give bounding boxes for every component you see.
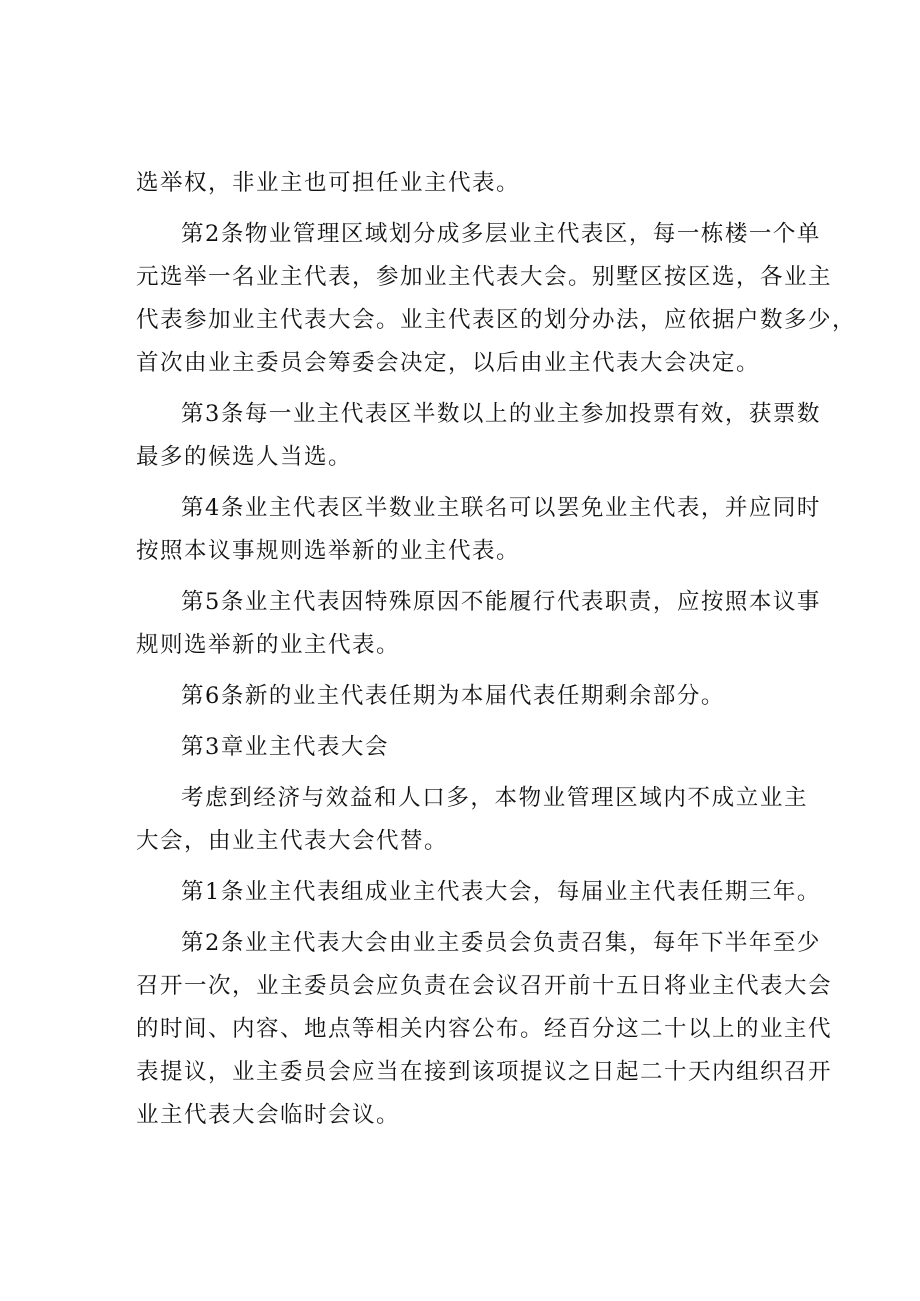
paragraph — [136, 487, 821, 573]
paragraph — [136, 871, 821, 914]
paragraph — [136, 675, 808, 718]
text-line: 考虑到经济与效益和人口多，本物业管理区域内不成立业主 — [181, 785, 808, 811]
text-line: 第4条业主代表区半数业主联名可以罢免业主代表，并应同时 — [181, 495, 821, 521]
text-line: 第2条物业管理区域划分成多层业主代表区，每一栋楼一个单 — [181, 221, 821, 247]
text-line: 第1条业主代表组成业主代表大会，每届业主代表任期三年。 — [181, 879, 821, 905]
paragraph — [136, 162, 808, 205]
text-line: 第6条新的业主代表任期为本届代表任期剩余部分。 — [181, 683, 725, 709]
paragraph — [136, 393, 821, 479]
text-line: 元选举一名业主代表，参加业主代表大会。别墅区按区选，各业主 — [136, 264, 833, 290]
paragraph — [136, 777, 808, 863]
paragraph — [136, 581, 821, 667]
text-line: 代表参加业主代表大会。业主代表区的划分办法，应依据户数多少， — [136, 307, 857, 333]
text-line: 最多的候选人当选。 — [136, 444, 353, 470]
document-body — [136, 162, 857, 1145]
text-line: 大会，由业主代表大会代替。 — [136, 828, 449, 854]
text-line: 第5条业主代表因特殊原因不能履行代表职责，应按照本议事 — [181, 589, 821, 615]
paragraph — [136, 213, 857, 385]
text-line: 第3章业主代表大会 — [181, 734, 389, 760]
chapter-heading — [136, 726, 808, 769]
text-line: 第3条每一业主代表区半数以上的业主参加投票有效，获票数 — [181, 401, 821, 427]
text-line: 的时间、内容、地点等相关内容公布。经百分这二十以上的业主代 — [136, 1016, 833, 1042]
text-line: 召开一次，业主委员会应负责在会议召开前十五日将业主代表大会 — [136, 973, 833, 999]
text-line: 按照本议事规则选举新的业主代表。 — [136, 538, 521, 564]
text-line: 第2条业主代表大会由业主委员会负责召集，每年下半年至少 — [181, 930, 821, 956]
text-line: 业主代表大会临时会议。 — [136, 1102, 401, 1128]
text-line: 选举权，非业主也可担任业主代表。 — [136, 170, 521, 196]
text-line: 表提议，业主委员会应当在接到该项提议之日起二十天内组织召开 — [136, 1059, 833, 1085]
text-line: 规则选举新的业主代表。 — [136, 632, 401, 658]
text-line: 首次由业主委员会筹委会决定，以后由业主代表大会决定。 — [136, 350, 761, 376]
paragraph — [136, 922, 833, 1137]
